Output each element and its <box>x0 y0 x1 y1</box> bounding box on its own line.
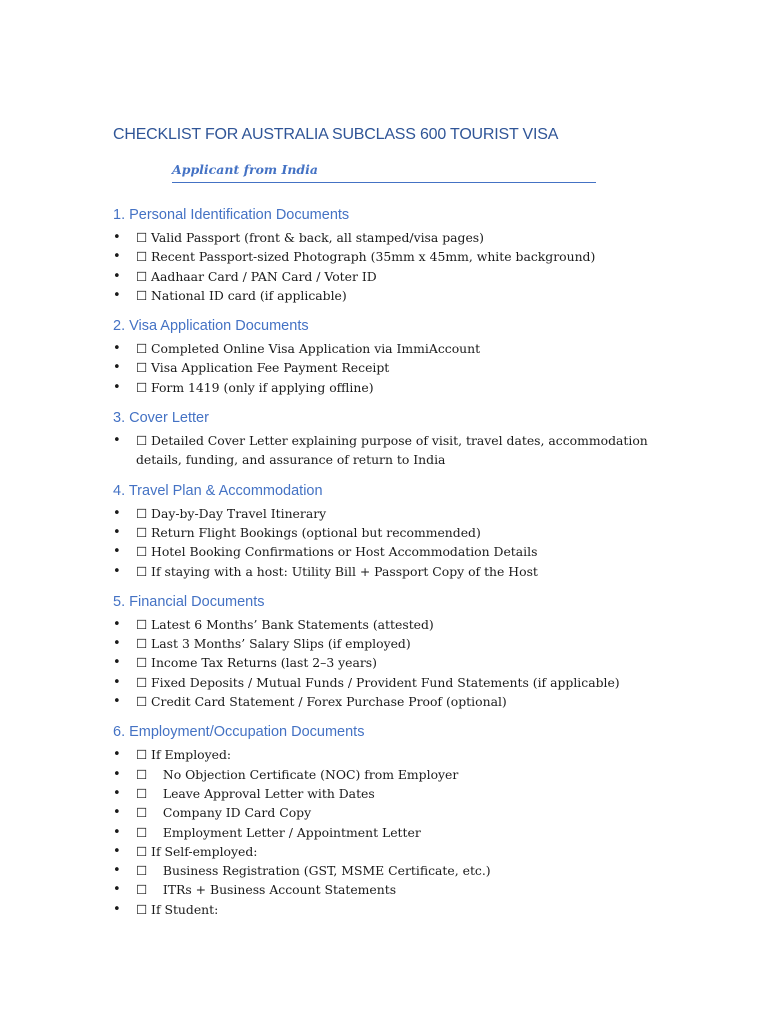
section-heading: 3. Cover Letter <box>113 410 209 427</box>
checklist-item: • ☐ Completed Online Visa Application via ImmiAccount <box>113 339 653 358</box>
checklist-item: • ☐ Last 3 Months’ Salary Slips (if employed) <box>113 634 653 653</box>
section-visa-application <box>113 317 653 397</box>
section-heading: 5. Financial Documents <box>113 593 265 610</box>
section-heading: 6. Employment/Occupation Documents <box>113 724 365 741</box>
document-subtitle: Applicant from India <box>172 162 319 177</box>
checklist-content <box>113 206 653 931</box>
checklist-item: • ☐ Credit Card Statement / Forex Purchase Proof (optional) <box>113 692 653 711</box>
checklist-item: • ☐ Latest 6 Months’ Bank Statements (attested) <box>113 615 653 634</box>
checklist-item: • ☐ If Self-employed: <box>113 842 653 861</box>
checklist-item: • ☐ Day-by-Day Travel Itinerary <box>113 504 653 523</box>
checklist <box>113 228 653 305</box>
checklist-item: • ☐ Company ID Card Copy <box>113 803 653 822</box>
checklist-item: • ☐ No Objection Certificate (NOC) from Employer <box>113 765 653 784</box>
checklist-item: • ☐ ITRs + Business Account Statements <box>113 880 653 899</box>
checklist-item: • ☐ Business Registration (GST, MSME Certificate, etc.) <box>113 861 653 880</box>
section-travel-plan <box>113 482 653 581</box>
checklist-item: • ☐ If staying with a host: Utility Bill + Passport Copy of the Host <box>113 562 653 581</box>
section-employment <box>113 723 653 919</box>
checklist-item: • ☐ Employment Letter / Appointment Letter <box>113 823 653 842</box>
checklist-item: • ☐ Aadhaar Card / PAN Card / Voter ID <box>113 267 653 286</box>
checklist-item: • ☐ Leave Approval Letter with Dates <box>113 784 653 803</box>
checklist-item: • ☐ Valid Passport (front & back, all stamped/visa pages) <box>113 228 653 247</box>
checklist-item: • ☐ Form 1419 (only if applying offline) <box>113 378 653 397</box>
checklist-item: • ☐ Detailed Cover Letter explaining purpose of visit, travel dates, accommodation details, funding, and assurance of return to India <box>113 431 653 470</box>
document-title: CHECKLIST FOR AUSTRALIA SUBCLASS 600 TOURIST VISA <box>113 126 559 143</box>
section-cover-letter <box>113 409 653 470</box>
checklist <box>113 504 653 581</box>
checklist <box>113 615 653 711</box>
checklist-item: • ☐ Visa Application Fee Payment Receipt <box>113 358 653 377</box>
checklist-item: • ☐ Return Flight Bookings (optional but recommended) <box>113 523 653 542</box>
subtitle-block <box>172 162 596 183</box>
section-heading: 2. Visa Application Documents <box>113 318 309 335</box>
checklist-item: • ☐ If Student: <box>113 900 653 919</box>
checklist-item: • ☐ Hotel Booking Confirmations or Host Accommodation Details <box>113 542 653 561</box>
section-heading: 4. Travel Plan & Accommodation <box>113 482 323 499</box>
checklist <box>113 431 653 470</box>
checklist-item: • ☐ National ID card (if applicable) <box>113 286 653 305</box>
section-heading: 1. Personal Identification Documents <box>113 207 350 223</box>
checklist-item: • ☐ Recent Passport-sized Photograph (35mm x 45mm, white background) <box>113 247 653 266</box>
checklist-item: • ☐ Income Tax Returns (last 2–3 years) <box>113 653 653 672</box>
checklist-item: • ☐ If Employed: <box>113 745 653 764</box>
checklist <box>113 745 653 919</box>
section-personal-identification <box>113 206 653 305</box>
checklist <box>113 339 653 397</box>
checklist-item: • ☐ Fixed Deposits / Mutual Funds / Provident Fund Statements (if applicable) <box>113 673 653 692</box>
section-financial <box>113 593 653 711</box>
